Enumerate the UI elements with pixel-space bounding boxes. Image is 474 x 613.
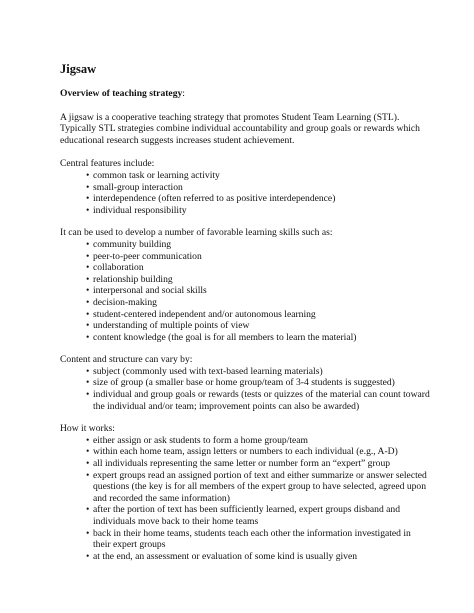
bullet-list bbox=[60, 170, 430, 216]
bullet-item bbox=[86, 332, 430, 344]
bullet-text: collaboration bbox=[93, 262, 144, 274]
bullet-text: peer-to-peer communication bbox=[93, 250, 202, 262]
bullet-icon: • bbox=[86, 331, 90, 343]
bullet-icon: • bbox=[86, 434, 90, 446]
bullet-text: content knowledge (the goal is for all members to learn the material) bbox=[93, 331, 357, 343]
bullet-text: understanding of multiple points of view bbox=[93, 320, 250, 332]
bullet-text: individual and group goals or rewards (tests or quizzes of the material can count toward the individual and/or team; improvement points can also be awarded) bbox=[93, 389, 430, 412]
section-4 bbox=[60, 423, 430, 562]
bullet-item bbox=[86, 446, 430, 458]
bullet-icon: • bbox=[86, 273, 90, 285]
section-intro: How it works: bbox=[60, 423, 115, 435]
bullet-item bbox=[86, 205, 430, 217]
bullet-text: interpersonal and social skills bbox=[93, 285, 207, 297]
bullet-item bbox=[86, 470, 430, 505]
bullet-item bbox=[86, 320, 430, 332]
bullet-list bbox=[60, 435, 430, 563]
bullet-item bbox=[86, 551, 430, 563]
bullet-text: decision-making bbox=[93, 296, 157, 308]
bullet-item bbox=[86, 528, 430, 551]
bullet-icon: • bbox=[86, 285, 90, 297]
bullet-text: either assign or ask students to form a home group/team bbox=[93, 434, 309, 446]
bullet-icon: • bbox=[86, 181, 90, 193]
document-page bbox=[60, 62, 430, 573]
bullet-text: back in their home teams, students teach each other the information investigated in their expert groups bbox=[93, 527, 411, 551]
bullet-item bbox=[86, 182, 430, 194]
bullet-text: all individuals representing the same letter or number form an “expert” group bbox=[93, 458, 391, 470]
bullet-item bbox=[86, 366, 430, 378]
bullet-item bbox=[86, 274, 430, 286]
section-intro: It can be used to develop a number of favorable learning skills such as: bbox=[60, 227, 333, 239]
bullet-text: after the portion of text has been sufficiently learned, expert groups disband and individuals move back to their home teams bbox=[93, 504, 400, 527]
bullet-icon: • bbox=[86, 469, 90, 481]
section-1 bbox=[60, 158, 430, 216]
bullet-list bbox=[60, 366, 430, 412]
bullet-text: at the end, an assessment or evaluation of some kind is usually given bbox=[93, 550, 358, 562]
overview-label: Overview of teaching strategy bbox=[60, 88, 183, 99]
bullet-icon: • bbox=[86, 308, 90, 320]
document-title: Jigsaw bbox=[60, 62, 97, 76]
bullet-text: interdependence (often referred to as positive interdependence) bbox=[93, 193, 336, 205]
bullet-list bbox=[60, 239, 430, 343]
bullet-item bbox=[86, 458, 430, 470]
bullet-item bbox=[86, 504, 430, 527]
intro-paragraph: A jigsaw is a cooperative teaching strategy that promotes Student Team Learning (STL). Typically STL strategies combine individual accountability and group goals or rewards which educational research suggests increases student achievement. bbox=[60, 111, 420, 146]
bullet-text: small-group interaction bbox=[93, 181, 183, 193]
overview-heading bbox=[60, 88, 430, 100]
bullet-text: community building bbox=[93, 238, 172, 250]
section-intro: Content and structure can vary by: bbox=[60, 354, 193, 366]
bullet-item bbox=[86, 285, 430, 297]
bullet-icon: • bbox=[86, 446, 90, 458]
bullet-icon: • bbox=[86, 193, 90, 205]
bullet-icon: • bbox=[86, 504, 90, 516]
bullet-text: expert groups read an assigned portion of text and either summarize or answer selected questions (the key is for all members of the expert group to have selected, agreed upon and recorded the same information) bbox=[93, 469, 427, 504]
bullet-icon: • bbox=[86, 527, 90, 539]
bullet-item bbox=[86, 309, 430, 321]
bullet-item bbox=[86, 239, 430, 251]
bullet-icon: • bbox=[86, 365, 90, 377]
sections-container bbox=[60, 158, 430, 562]
bullet-text: individual responsibility bbox=[93, 204, 187, 216]
bullet-icon: • bbox=[86, 458, 90, 470]
bullet-item bbox=[86, 251, 430, 263]
bullet-text: within each home team, assign letters or numbers to each individual (e.g., A-D) bbox=[93, 446, 398, 458]
bullet-text: student-centered independent and/or autonomous learning bbox=[93, 308, 316, 320]
bullet-item bbox=[86, 170, 430, 182]
bullet-icon: • bbox=[86, 238, 90, 250]
bullet-item bbox=[86, 389, 430, 412]
bullet-icon: • bbox=[86, 550, 90, 562]
bullet-item bbox=[86, 377, 430, 389]
bullet-icon: • bbox=[86, 250, 90, 262]
bullet-text: subject (commonly used with text-based learning materials) bbox=[93, 365, 323, 377]
bullet-icon: • bbox=[86, 377, 90, 389]
bullet-text: common task or learning activity bbox=[93, 169, 220, 181]
bullet-item bbox=[86, 262, 430, 274]
bullet-text: size of group (a smaller base or home group/team of 3-4 students is suggested) bbox=[93, 377, 395, 389]
bullet-icon: • bbox=[86, 296, 90, 308]
bullet-icon: • bbox=[86, 204, 90, 216]
overview-colon: : bbox=[182, 88, 185, 99]
bullet-icon: • bbox=[86, 262, 90, 274]
section-3 bbox=[60, 354, 430, 412]
section-intro: Central features include: bbox=[60, 158, 155, 170]
bullet-item bbox=[86, 297, 430, 309]
section-2 bbox=[60, 227, 430, 343]
bullet-item bbox=[86, 435, 430, 447]
bullet-icon: • bbox=[86, 169, 90, 181]
bullet-icon: • bbox=[86, 389, 90, 401]
bullet-item bbox=[86, 193, 430, 205]
bullet-text: relationship building bbox=[93, 273, 173, 285]
bullet-icon: • bbox=[86, 320, 90, 332]
